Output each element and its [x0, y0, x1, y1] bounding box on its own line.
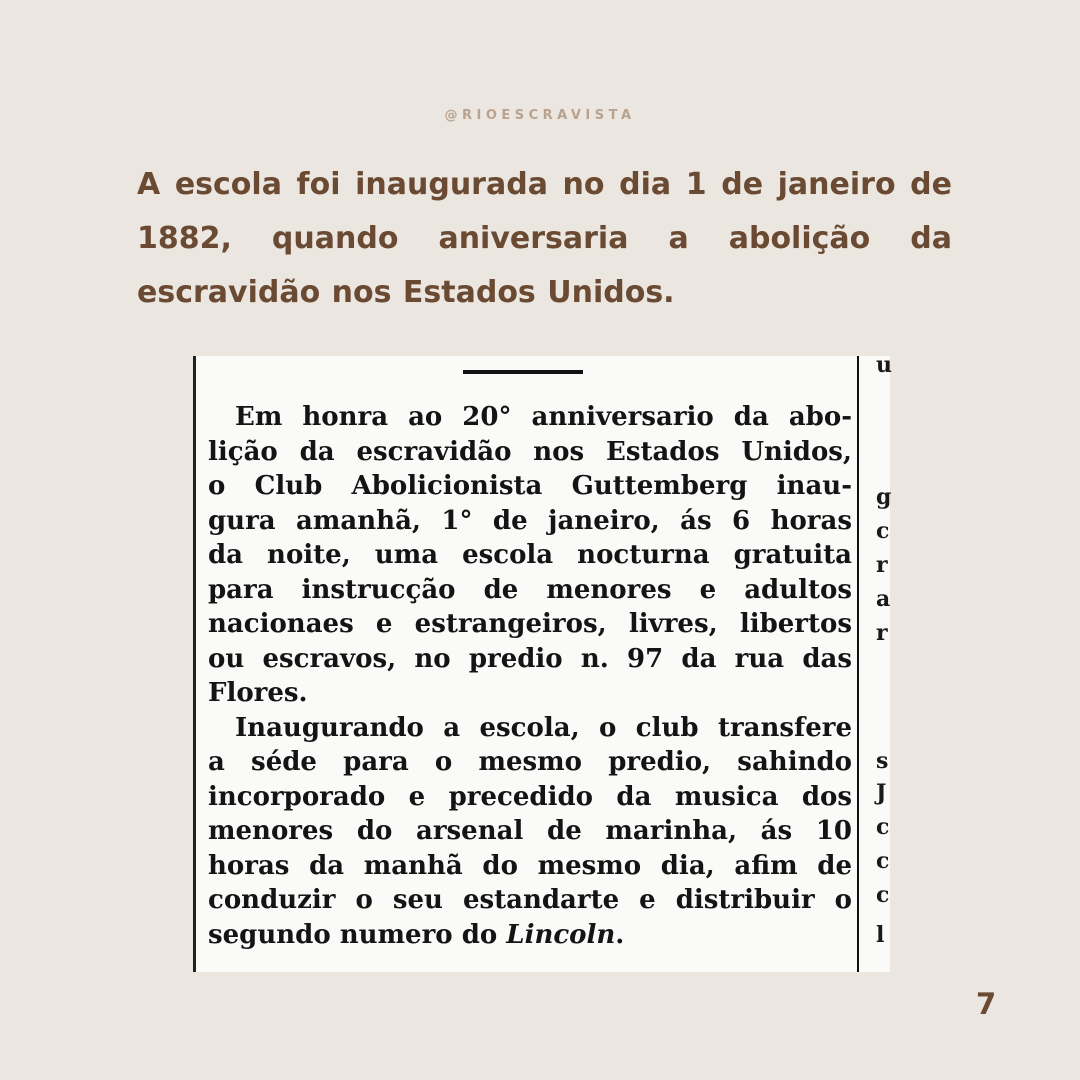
clipping-punct: . — [615, 919, 625, 950]
adjacent-column-fragment — [876, 352, 892, 972]
margin-letter: J — [876, 780, 887, 806]
column-edge — [193, 356, 196, 972]
margin-letter: c — [876, 882, 890, 908]
page-number: 7 — [976, 987, 997, 1021]
margin-letter: l — [876, 922, 885, 948]
margin-letter: c — [876, 848, 890, 874]
margin-letter: c — [876, 518, 890, 544]
clipping-line: horas da manhã do mesmo dia, afim de — [208, 850, 852, 881]
clipping-line: Inaugurando a escola, o club transfere — [235, 712, 852, 743]
margin-letter: s — [876, 748, 889, 774]
margin-letter: r — [876, 620, 888, 646]
margin-letter: c — [876, 814, 890, 840]
clipping-line: Em honra ao 20° anniversario da abo- — [235, 402, 852, 432]
section-divider-rule — [463, 370, 583, 374]
clipping-line: lição da escravidão nos Estados Unidos, — [208, 436, 852, 467]
clipping-line: para instrucção de menores e adultos — [208, 574, 852, 605]
clipping-line: segundo numero do — [208, 919, 498, 950]
clipping-line: da noite, uma escola nocturna gratuita — [208, 540, 852, 570]
clipping-line: conduzir o seu estandarte e distribuir o — [208, 885, 852, 915]
clipping-line: nacionaes e estrangeiros, livres, libertos — [208, 609, 852, 639]
clipping-line: ou escravos, no predio n. 97 da rua das — [208, 643, 852, 674]
clipping-line: Flores. — [208, 678, 308, 708]
clipping-last-line — [208, 918, 852, 953]
clipping-line: gura amanhã, 1° de janeiro, ás 6 horas — [208, 505, 852, 536]
clipping-line: a séde para o mesmo predio, sahindo — [208, 747, 852, 777]
column-divider-rule — [857, 356, 859, 972]
clipping-text — [208, 400, 852, 952]
margin-letter: u — [876, 352, 892, 378]
instagram-handle: @RIOESCRAVISTA — [444, 108, 636, 123]
clipping-line: o Club Abolicionista Guttemberg inau- — [208, 471, 852, 501]
margin-letter: g — [876, 484, 892, 510]
margin-letter: a — [876, 586, 891, 612]
margin-letter: r — [876, 552, 888, 578]
clipping-line: incorporado e precedido da musica dos — [208, 781, 852, 812]
clipping-line: menores do arsenal de marinha, ás 10 — [208, 816, 852, 846]
newspaper-clipping — [193, 352, 892, 972]
headline: A escola foi inaugurada no dia 1 de janeiro de 1882, quando aniversaria a abolição da escravidão nos Estados Unidos. — [137, 167, 952, 310]
newspaper-title-lincoln: Lincoln — [506, 919, 616, 950]
